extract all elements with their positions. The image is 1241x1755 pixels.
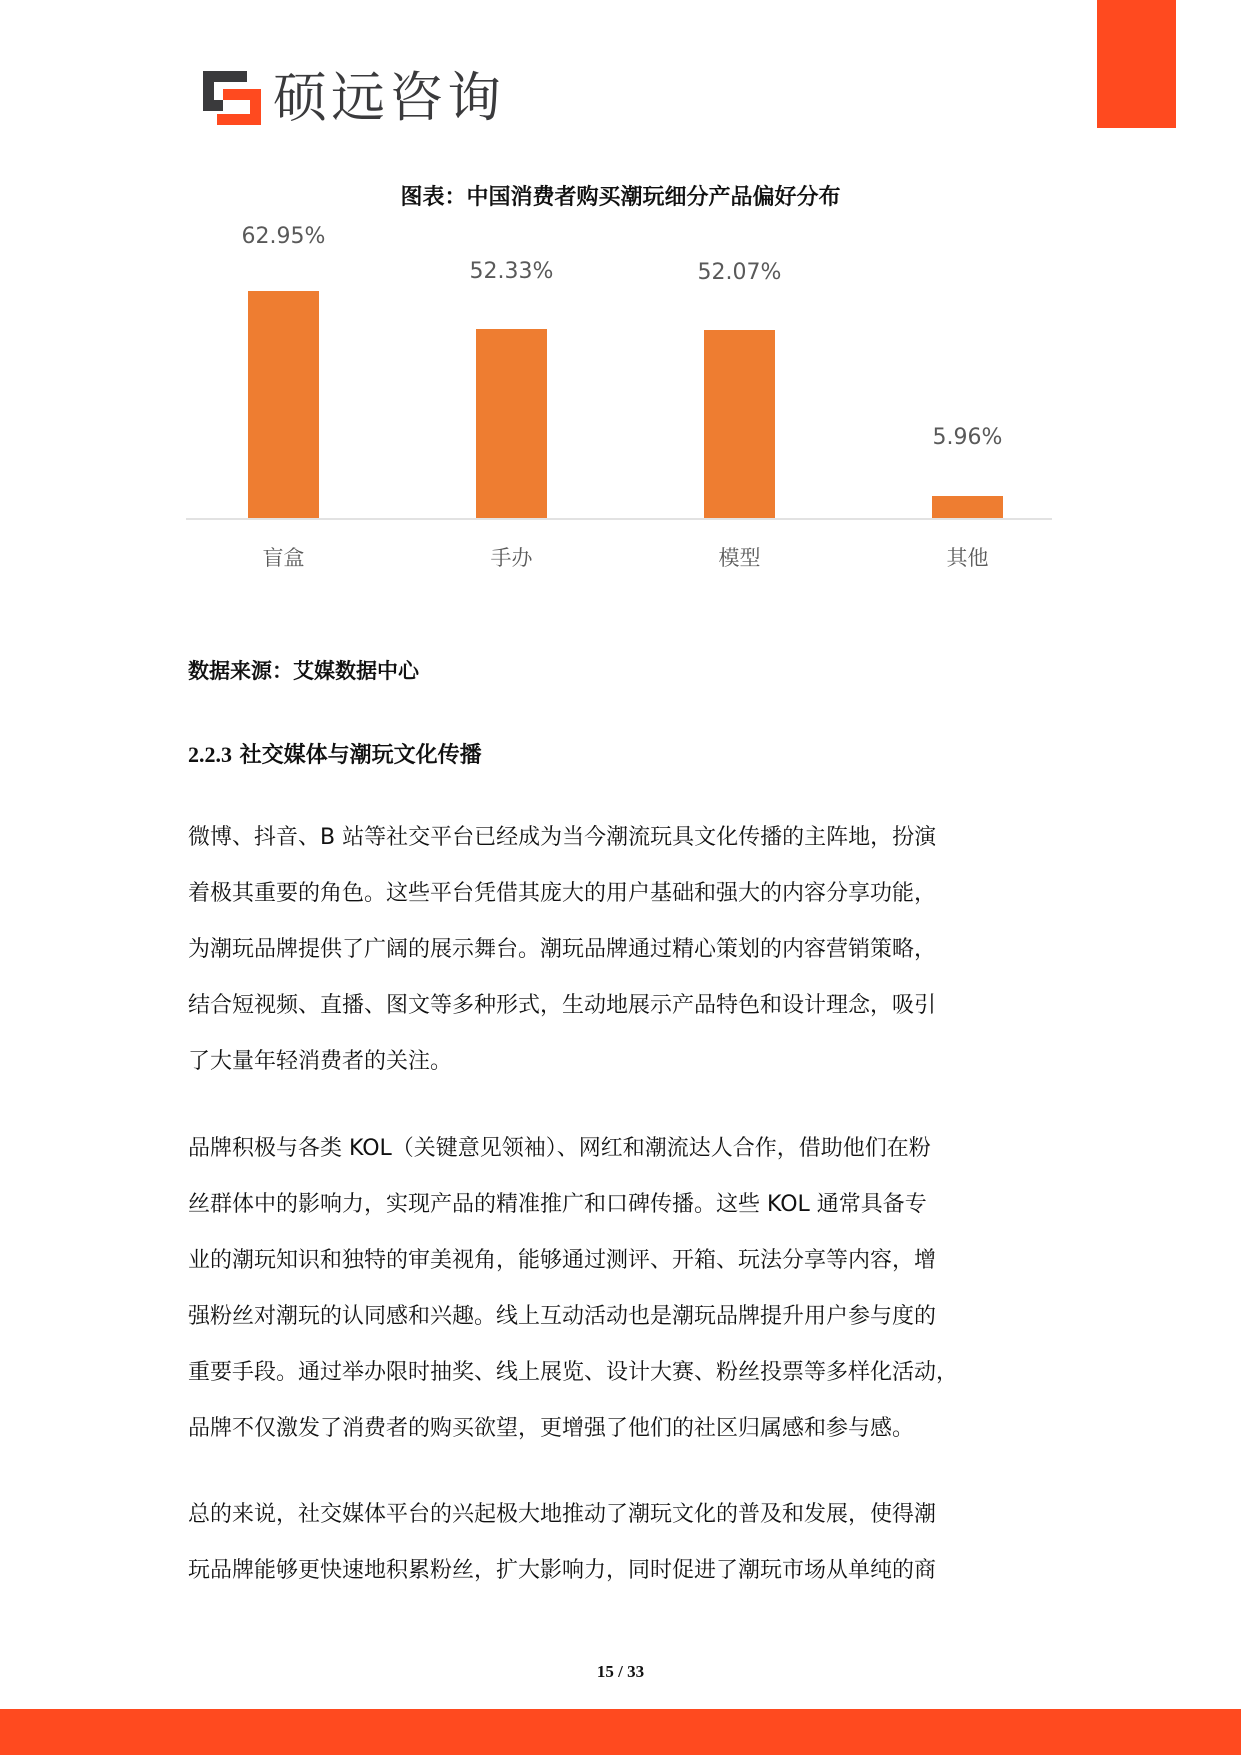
paragraph-line: 品牌不仅激发了消费者的购买欲望，更增强了他们的社区归属感和参与感。: [188, 1416, 915, 1441]
paragraph-3: [188, 1487, 1058, 1599]
paragraph-line: 着极其重要的角色。这些平台凭借其庞大的用户基础和强大的内容分享功能，: [188, 881, 937, 906]
bar-group-models: [642, 240, 870, 580]
paragraph-line: 强粉丝对潮玩的认同感和兴趣。线上互动活动也是潮玩品牌提升用户参与度的: [188, 1304, 937, 1329]
category-label: 盲盒: [262, 546, 305, 570]
paragraph-line: 品牌积极与各类 KOL（关键意见领袖）、网红和潮流达人合作，借助他们在粉: [188, 1136, 931, 1161]
chart-title: 图表：中国消费者购买潮玩细分产品偏好分布: [400, 185, 841, 210]
bar-chart: [186, 224, 1052, 580]
bar-blind-box: [248, 291, 319, 518]
paragraph-1: [188, 810, 1058, 1090]
bar-group-figures: [414, 240, 642, 580]
bar-value-label: 52.07%: [697, 260, 782, 285]
paragraph-line: 为潮玩品牌提供了广阔的展示舞台。潮玩品牌通过精心策划的内容营销策略，: [188, 937, 937, 962]
logo-mark-icon: [203, 71, 261, 125]
paragraph-line: 结合短视频、直播、图文等多种形式，生动地展示产品特色和设计理念，吸引: [188, 993, 937, 1018]
category-label: 手办: [490, 546, 533, 570]
bar-figures: [476, 329, 547, 518]
bar-models: [704, 330, 775, 518]
bar-value-label: 5.96%: [932, 425, 1003, 450]
paragraph-line: 业的潮玩知识和独特的审美视角，能够通过测评、开箱、玩法分享等内容，增: [188, 1248, 937, 1273]
section-heading: [188, 738, 482, 769]
paragraph-line: 玩品牌能够更快速地积累粉丝，扩大影响力，同时促进了潮玩市场从单纯的商: [188, 1558, 937, 1583]
paragraph-line: 微博、抖音、B 站等社交平台已经成为当今潮流玩具文化传播的主阵地，扮演: [188, 825, 937, 850]
company-logo: [203, 66, 505, 130]
bar-other: [932, 496, 1003, 518]
category-label: 其他: [946, 546, 989, 570]
paragraph-line: 丝群体中的影响力，实现产品的精准推广和口碑传播。这些 KOL 通常具备专: [188, 1192, 927, 1217]
paragraph-line: 重要手段。通过举办限时抽奖、线上展览、设计大赛、粉丝投票等多样化活动，: [188, 1360, 959, 1385]
section-number: 2.2.3: [188, 742, 232, 767]
data-source-note: 数据来源：艾媒数据中心: [188, 659, 419, 683]
bar-group-blind-box: [186, 224, 414, 580]
paragraph-line: 总的来说，社交媒体平台的兴起极大地推动了潮玩文化的普及和发展，使得潮: [188, 1502, 937, 1527]
bar-value-label: 52.33%: [469, 259, 554, 284]
bar-group-other: [870, 240, 1098, 580]
category-label: 模型: [718, 546, 761, 570]
corner-accent-tab: [1097, 0, 1176, 128]
paragraph-line: 了大量年轻消费者的关注。: [188, 1049, 453, 1074]
page-number: 15 / 33: [596, 1662, 645, 1681]
bar-value-label: 62.95%: [241, 224, 326, 249]
footer-accent-bar: [0, 1709, 1241, 1755]
paragraph-2: [188, 1121, 1058, 1457]
section-title: 社交媒体与潮玩文化传播: [239, 743, 482, 768]
logo-text: 硕远咨询: [273, 66, 505, 129]
